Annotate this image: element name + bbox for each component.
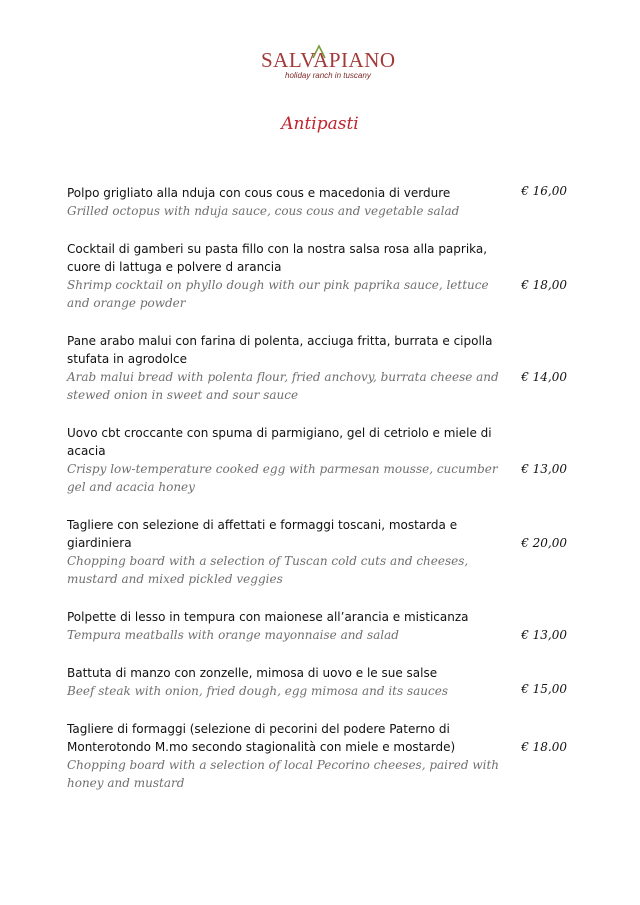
logo-brand: SALVAPIANO (261, 48, 396, 72)
dish-description-en: Beef steak with onion, fried dough, egg mimosa and its sauces (67, 684, 448, 698)
dish-price: € 14,00 (521, 370, 567, 384)
logo-tagline: holiday ranch in tuscany (285, 71, 371, 80)
dish-price: € 20,00 (521, 536, 567, 550)
section-title: Antipasti (281, 114, 359, 134)
dish-price: € 18,00 (521, 278, 567, 292)
menu-item (67, 720, 567, 792)
menu-item (67, 240, 567, 312)
salvapiano-logo (255, 42, 395, 82)
menu-item (67, 424, 567, 496)
dish-description-en: Chopping board with a selection of Tuscan cold cuts and cheeses, mustard and mixed pickled veggies (67, 554, 469, 586)
menu-list (67, 184, 567, 812)
dish-price: € 13,00 (521, 628, 567, 642)
dish-name-it: Cocktail di gamberi su pasta fillo con la nostra salsa rosa alla paprika, cuore di lattuga e polvere d arancia (67, 242, 488, 274)
menu-item (67, 332, 567, 404)
dish-name-it: Battuta di manzo con zonzelle, mimosa di uovo e le sue salse (67, 666, 438, 680)
dish-price: € 18.00 (521, 740, 567, 754)
dish-price: € 16,00 (521, 184, 567, 198)
menu-item (67, 516, 567, 588)
menu-item (67, 184, 567, 220)
dish-name-it: Tagliere di formaggi (selezione di pecorini del podere Paterno di Monterotondo M.mo secondo stagionalità con miele e mostarde) (67, 722, 456, 754)
dish-price: € 15,00 (521, 682, 567, 696)
dish-name-it: Uovo cbt croccante con spuma di parmigiano, gel di cetriolo e miele di acacia (67, 426, 492, 458)
dish-description-en: Grilled octopus with nduja sauce, cous cous and vegetable salad (67, 204, 460, 218)
dish-description-en: Chopping board with a selection of local Pecorino cheeses, paired with honey and mustard (67, 758, 500, 790)
dish-price: € 13,00 (521, 462, 567, 476)
dish-name-it: Tagliere con selezione di affettati e formaggi toscani, mostarda e giardiniera (67, 518, 458, 550)
dish-description-en: Tempura meatballs with orange mayonnaise and salad (67, 628, 399, 642)
dish-name-it: Polpette di lesso in tempura con maionese all’arancia e misticanza (67, 610, 469, 624)
menu-item (67, 664, 567, 700)
dish-description-en: Crispy low-temperature cooked egg with parmesan mousse, cucumber gel and acacia honey (67, 462, 498, 494)
menu-item (67, 608, 567, 644)
dish-name-it: Pane arabo malui con farina di polenta, acciuga fritta, burrata e cipolla stufata in agrodolce (67, 334, 493, 366)
dish-description-en: Arab malui bread with polenta flour, fried anchovy, burrata cheese and stewed onion in sweet and sour sauce (67, 370, 499, 402)
dish-description-en: Shrimp cocktail on phyllo dough with our pink paprika sauce, lettuce and orange powder (67, 278, 489, 310)
dish-name-it: Polpo grigliato alla nduja con cous cous e macedonia di verdure (67, 186, 451, 200)
